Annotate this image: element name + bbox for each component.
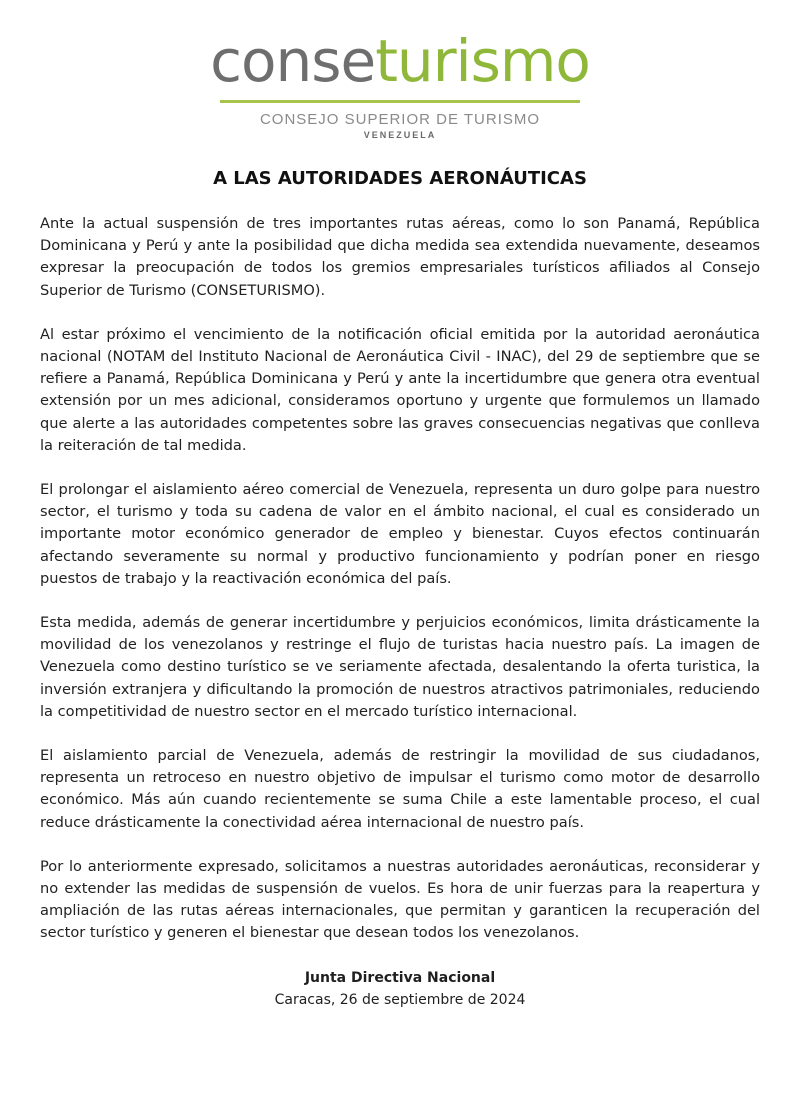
paragraph-3: El prolongar el aislamiento aéreo comercial de Venezuela, representa un duro golpe para nuestro sector, el turismo y toda su cadena de valor en el ámbito nacional, el cual es considerado un importante motor económico generador de empleo y bienestar. Cuyos efectos continuarán afectando severamente su normal y productivo funcionamiento y podrían poner en riesgo puestos de trabajo y la reactivación económica del país. [40,481,760,587]
document-title: A LAS AUTORIDADES AERONÁUTICAS [213,168,587,189]
paragraph-4: Esta medida, además de generar incertidumbre y perjuicios económicos, limita drásticamente la movilidad de los venezolanos y restringe el flujo de turistas hacia nuestro país. La imagen de Venezuela como destino turístico se ve seriamente afectada, desalentando la oferta turistica, la inversión extranjera y dificultando la promoción de nuestros atractivos patrimoniales, reduciendo la competitividad de nuestro sector en el mercado turístico internacional. [40,614,760,720]
logo-wordmark-part1: conse [210,27,376,95]
conseturismo-logo [40,0,760,140]
signature-block [40,967,760,1011]
paragraph-6: Por lo anteriormente expresado, solicitamos a nuestras autoridades aeronáuticas, reconsiderar y no extender las medidas de suspensión de vuelos. Es hora de unir fuerzas para la reapertura y ampliación de las rutas aéreas internacionales, que permitan y garanticen la recuperación del sector turístico y generen el bienestar que desean todos los venezolanos. [40,857,760,942]
logo-wordmark [210,27,590,95]
signature-place-date: Caracas, 26 de septiembre de 2024 [274,991,526,1008]
logo-country: VENEZUELA [363,130,437,140]
paragraph-5: El aislamiento parcial de Venezuela, además de restringir la movilidad de sus ciudadanos, representa un retroceso en nuestro objetivo de impulsar el turismo como motor de desarrollo económico. Más aún cuando recientemente se suma Chile a este lamentable proceso, el cual reduce drásticamente la conectividad aérea internacional de nuestro país. [40,747,760,831]
logo-divider [220,100,580,103]
logo-subtitle: CONSEJO SUPERIOR DE TURISMO [259,111,541,128]
signature-name: Junta Directiva Nacional [304,969,496,986]
paragraph-2: Al estar próximo el vencimiento de la notificación oficial emitida por la autoridad aeronáutica nacional (NOTAM del Instituto Nacional de Aeronáutica Civil - INAC), del 29 de septiembre que se refiere a Panamá, República Dominicana y Perú y ante la incertidumbre que genera otra eventual extensión por un mes adicional, consideramos oportuno y urgente que formulemos un llamado que alerte a las autoridades competentes sobre las graves consecuencias negativas que conlleva la reiteración de tal medida. [40,325,760,454]
paragraph-1: Ante la actual suspensión de tres importantes rutas aéreas, como lo son Panamá, República Dominicana y Perú y ante la posibilidad que dicha medida sea extendida nuevamente, deseamos expresar la preocupación de todos los gremios empresariales turísticos afiliados al Consejo Superior de Turismo (CONSETURISMO). [40,215,760,299]
logo-wordmark-part2: turismo [375,27,590,95]
